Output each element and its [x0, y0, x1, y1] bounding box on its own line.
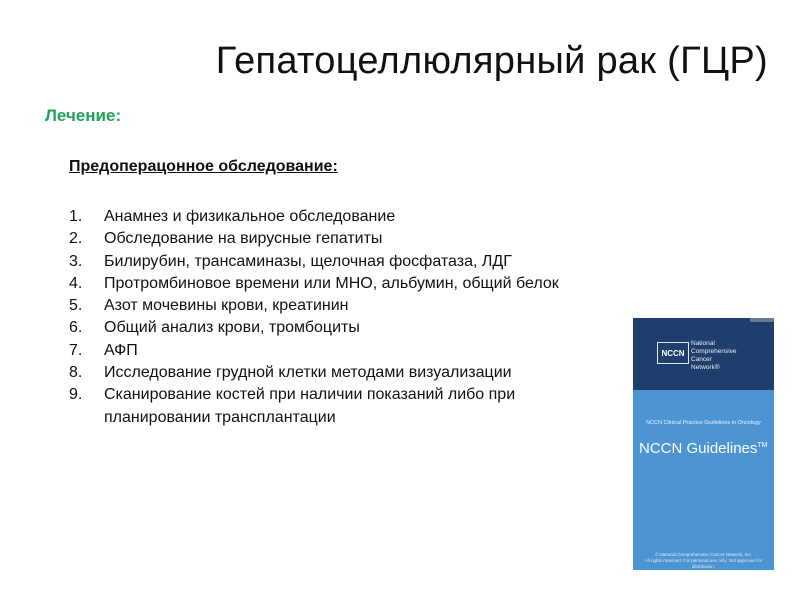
- cover-title-text: NCCN Guidelines: [639, 440, 758, 457]
- cover-org-name: [691, 340, 771, 372]
- steps-list: [69, 206, 669, 429]
- list-item-text: Обследование на вирусные гепатиты: [104, 230, 383, 248]
- list-item: [69, 206, 669, 228]
- cover-org-line: National: [691, 340, 715, 347]
- subheading: Предоперацонное обследование:: [69, 158, 338, 175]
- list-item-number: 4.: [69, 274, 83, 292]
- list-item-number: 1.: [69, 208, 83, 225]
- list-item: [69, 228, 669, 250]
- nccn-logo: NCCN: [657, 342, 689, 364]
- cover-org-line: Comprehensive: [691, 348, 737, 355]
- list-item-text: Общий анализ крови, тромбоциты: [104, 319, 360, 337]
- nccn-guidelines-cover: [633, 318, 774, 570]
- list-item-text: Сканирование костей при наличии показаний либо при планировании трансплантации: [104, 386, 516, 426]
- list-item-text: Протромбиновое времени или МНО, альбумин, общий белок: [104, 274, 559, 292]
- cover-footer-line: © National Comprehensive Cancer Network, Inc.: [654, 552, 753, 557]
- list-item: [69, 384, 669, 429]
- list-item: [69, 317, 669, 339]
- cover-org-line: Cancer: [691, 356, 712, 363]
- list-item-number: 7.: [69, 341, 83, 359]
- list-item-number: 2.: [69, 230, 83, 248]
- cover-corner-mark: [750, 318, 774, 322]
- list-item-text: Исследование грудной клетки методами визуализации: [104, 364, 512, 382]
- list-item-text: Азот мочевины крови, креатинин: [104, 297, 349, 315]
- list-item-number: 9.: [69, 386, 83, 404]
- section-label: Лечение:: [45, 106, 122, 125]
- list-item: [69, 273, 669, 295]
- cover-footer-line: All rights reserved. For personal use only. Not approved for distribution.: [644, 558, 763, 569]
- cover-footer: [637, 552, 770, 570]
- list-item: [69, 295, 669, 317]
- cover-org-line: Network®: [691, 364, 720, 371]
- cover-subtitle: NCCN Clinical Practice Guidelines in Oncology: [646, 420, 761, 426]
- list-item-number: 5.: [69, 297, 83, 315]
- list-item-number: 6.: [69, 319, 83, 337]
- list-item-text: Билирубин, трансаминазы, щелочная фосфатаза, ЛДГ: [104, 252, 512, 270]
- list-item: [69, 251, 669, 273]
- list-item-number: 8.: [69, 364, 83, 382]
- list-item: [69, 362, 669, 384]
- list-item-text: Анамнез и физикальное обследование: [104, 208, 396, 225]
- cover-title: [639, 440, 774, 457]
- slide-title: Гепатоцеллюлярный рак (ГЦР): [215, 40, 768, 82]
- list-item-text: АФП: [104, 341, 138, 359]
- list-item-number: 3.: [69, 252, 83, 270]
- trademark-mark: TM: [757, 442, 768, 449]
- list-item: [69, 340, 669, 362]
